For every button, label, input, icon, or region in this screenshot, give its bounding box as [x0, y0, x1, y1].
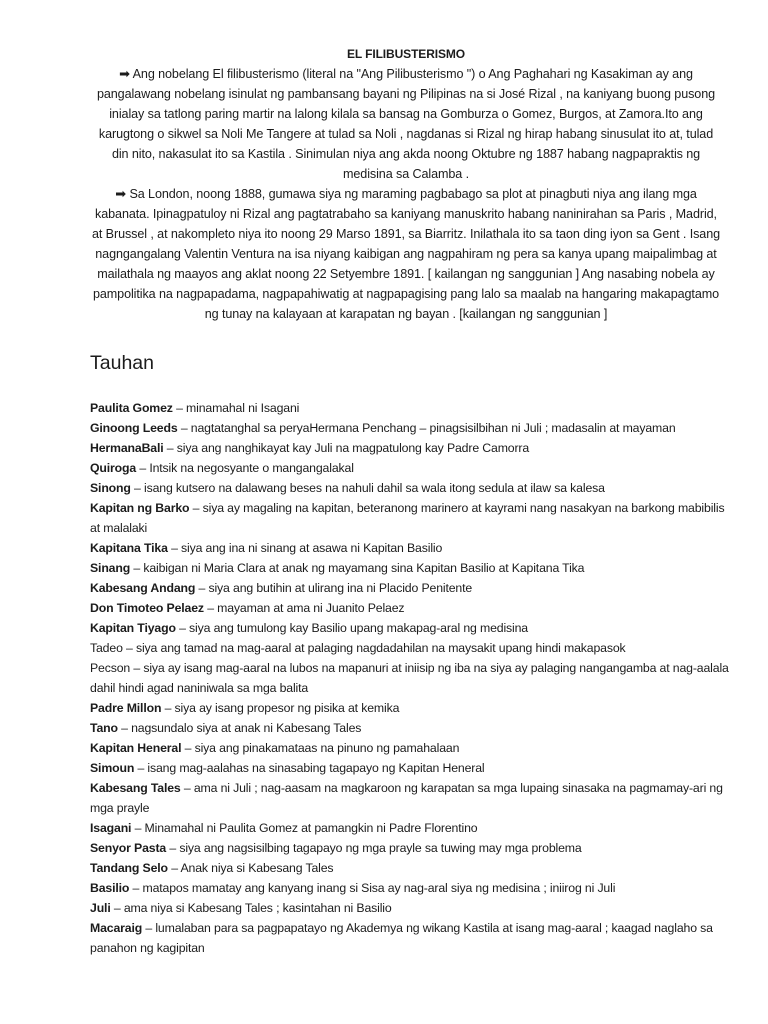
character-name: Simoun [90, 761, 135, 775]
character-description: – siya ang tumulong kay Basilio upang makapag-aral ng medisina [175, 621, 528, 635]
character-list [90, 398, 730, 958]
character-list-item [90, 758, 730, 778]
character-list-item [90, 858, 730, 878]
character-list-item [90, 418, 730, 438]
character-list-item [90, 538, 730, 558]
character-list-item [90, 918, 730, 958]
character-description: – siya ay magaling na kapitan, beteranong marinero at kayrami nang nasakyan na barkong mabibilis at malalaki [90, 501, 725, 535]
character-name: Senyor Pasta [90, 841, 167, 855]
character-name: Kapitan Heneral [90, 741, 182, 755]
character-list-item [90, 578, 730, 598]
character-list-item [90, 698, 730, 718]
character-name: Isagani [90, 821, 132, 835]
character-list-item [90, 838, 730, 858]
intro-paragraph-2 [90, 184, 722, 324]
character-description: – minamahal ni Isagani [172, 401, 300, 415]
document-title: EL FILIBUSTERISMO [346, 47, 466, 61]
character-list-item [90, 498, 730, 538]
intro-paragraph-2-text: Sa London, noong 1888, gumawa siya ng maraming pagbabago sa plot at pinagbuti niya ang ilang mga kabanata. Ipinagpatuloy ni Rizal ang pagtatrabaho sa kaniyang manuskrito habang naninirahan sa Paris , Madrid, at Brussel , at nakompleto niya ito noong 29 Marso 1891, sa Biarritz. Inilathala ito sa taon ding iyon sa Gent . Isang nagngangalang Valentin Ventura na isa niyang kaibigan ang nagpahiram ng pera sa kanya upang maipalimbag at mailathala ng maayos ang aklat noong 22 Setyembre 1891. [ kailangan ng sanggunian ] Ang nasabing nobela ay pampolitika na nagpapadama, nagpapahiwatig at nagpapagising pang lalo sa maalab na hangaring makapagtamo ng tunay na kalayaan at karapatan ng bayan . [kailangan ng sanggunian ] [91, 187, 721, 321]
right-arrow-icon: ➡ [119, 66, 130, 81]
character-description: Tadeo – siya ang tamad na mag-aaral at palaging nagdadahilan na maysakit upang hindi makapasok [90, 641, 626, 655]
character-description: – Anak niya si Kabesang Tales [167, 861, 334, 875]
character-list-item [90, 738, 730, 758]
character-description: – Intsik na negosyante o mangangalakal [136, 461, 354, 475]
character-name: Macaraig [90, 921, 143, 935]
character-name: HermanaBali [90, 441, 164, 455]
intro-section [90, 44, 722, 324]
character-description: – siya ang ina ni sinang at asawa ni Kapitan Basilio [167, 541, 443, 555]
character-description: – isang kutsero na dalawang beses na nahuli dahil sa wala itong sedula at ilaw sa kalesa [130, 481, 605, 495]
intro-paragraph-1-text: Ang nobelang El filibusterismo (literal na "Ang Pilibusterismo ") o Ang Paghahari ng Kasakiman ay ang pangalawang nobelang isinulat ng pambansang bayani ng Pilipinas na si José Rizal , na kaniyang buong pusong inialay sa tatlong paring martir na lalong kilala sa bansag na Gomburza o Gomez, Burgos, at Zamora.Ito ang karugtong o sikwel sa Noli Me Tangere at tulad sa Noli , nagdanas si Rizal ng hirap habang sinusulat ito at, tulad din nito, nakasulat ito sa Kastila . Sinimulan niya ang akda noong Oktubre ng 1887 habang nagpapraktis ng medisina sa Calamba . [96, 67, 716, 181]
character-name: Kapitan Tiyago [90, 621, 176, 635]
character-description: – siya ang butihin at ulirang ina ni Placido Penitente [195, 581, 473, 595]
character-name: Ginoong Leeds [90, 421, 178, 435]
character-description: – siya ang nagsisilbing tagapayo ng mga prayle sa tuwing may mga problema [166, 841, 582, 855]
character-list-item [90, 878, 730, 898]
character-name: Basilio [90, 881, 130, 895]
character-name: Kapitan ng Barko [90, 501, 190, 515]
character-description: – nagtatanghal sa peryaHermana Penchang – pinagsisilbihan ni Juli ; madasalin at mayaman [177, 421, 676, 435]
character-description: – Minamahal ni Paulita Gomez at pamangkin ni Padre Florentino [131, 821, 478, 835]
character-description: – nagsundalo siya at anak ni Kabesang Tales [117, 721, 362, 735]
character-description: Pecson – siya ay isang mag-aaral na lubos na mapanuri at iniisip ng iba na siya ay palaging nangangamba at nag-aalala dahil hindi agad naniniwala sa mga balita [90, 661, 729, 695]
character-list-item [90, 458, 730, 478]
character-description: – siya ay isang propesor ng pisika at kemika [161, 701, 400, 715]
character-name: Sinang [90, 561, 131, 575]
character-list-item [90, 718, 730, 738]
character-description: – kaibigan ni Maria Clara at anak ng mayamang sina Kapitan Basilio at Kapitana Tika [130, 561, 585, 575]
character-list-item [90, 898, 730, 918]
character-list-item [90, 818, 730, 838]
character-description: – ama ni Juli ; nag-aasam na magkaroon ng karapatan sa mga lupaing sinasaka na pagmamay-ari ng mga prayle [90, 781, 723, 815]
character-name: Kapitana Tika [90, 541, 168, 555]
character-list-item [90, 658, 730, 698]
character-name: Tandang Selo [90, 861, 168, 875]
character-name: Sinong [90, 481, 131, 495]
character-list-item [90, 778, 730, 818]
character-list-item [90, 618, 730, 638]
character-list-item [90, 558, 730, 578]
character-name: Tano [90, 721, 118, 735]
character-list-item [90, 438, 730, 458]
character-list-item [90, 598, 730, 618]
character-list-item [90, 478, 730, 498]
character-description: – siya ang nanghikayat kay Juli na magpatulong kay Padre Camorra [163, 441, 530, 455]
section-heading-tauhan: Tauhan [90, 352, 154, 374]
character-name: Kabesang Tales [90, 781, 181, 795]
intro-paragraph-1 [90, 64, 722, 184]
character-list-item [90, 398, 730, 418]
character-list-item [90, 638, 730, 658]
character-name: Kabesang Andang [90, 581, 196, 595]
character-description: – isang mag-aalahas na sinasabing tagapayo ng Kapitan Heneral [134, 761, 485, 775]
character-description: – matapos mamatay ang kanyang inang si Sisa ay nag-aral siya ng medisina ; iniirog ni Juli [129, 881, 616, 895]
character-name: Don Timoteo Pelaez [90, 601, 204, 615]
character-description: – ama niya si Kabesang Tales ; kasintahan ni Basilio [110, 901, 392, 915]
right-arrow-icon: ➡ [115, 186, 127, 201]
character-name: Quiroga [90, 461, 137, 475]
character-name: Padre Millon [90, 701, 162, 715]
character-description: – lumalaban para sa pagpapatayo ng Akademya ng wikang Kastila at isang mag-aaral ; kaagad naglaho sa panahon ng kagipitan [90, 921, 713, 955]
character-description: – siya ang pinakamataas na pinuno ng pamahalaan [181, 741, 460, 755]
character-name: Paulita Gomez [90, 401, 173, 415]
character-name: Juli [90, 901, 111, 915]
character-description: – mayaman at ama ni Juanito Pelaez [203, 601, 405, 615]
